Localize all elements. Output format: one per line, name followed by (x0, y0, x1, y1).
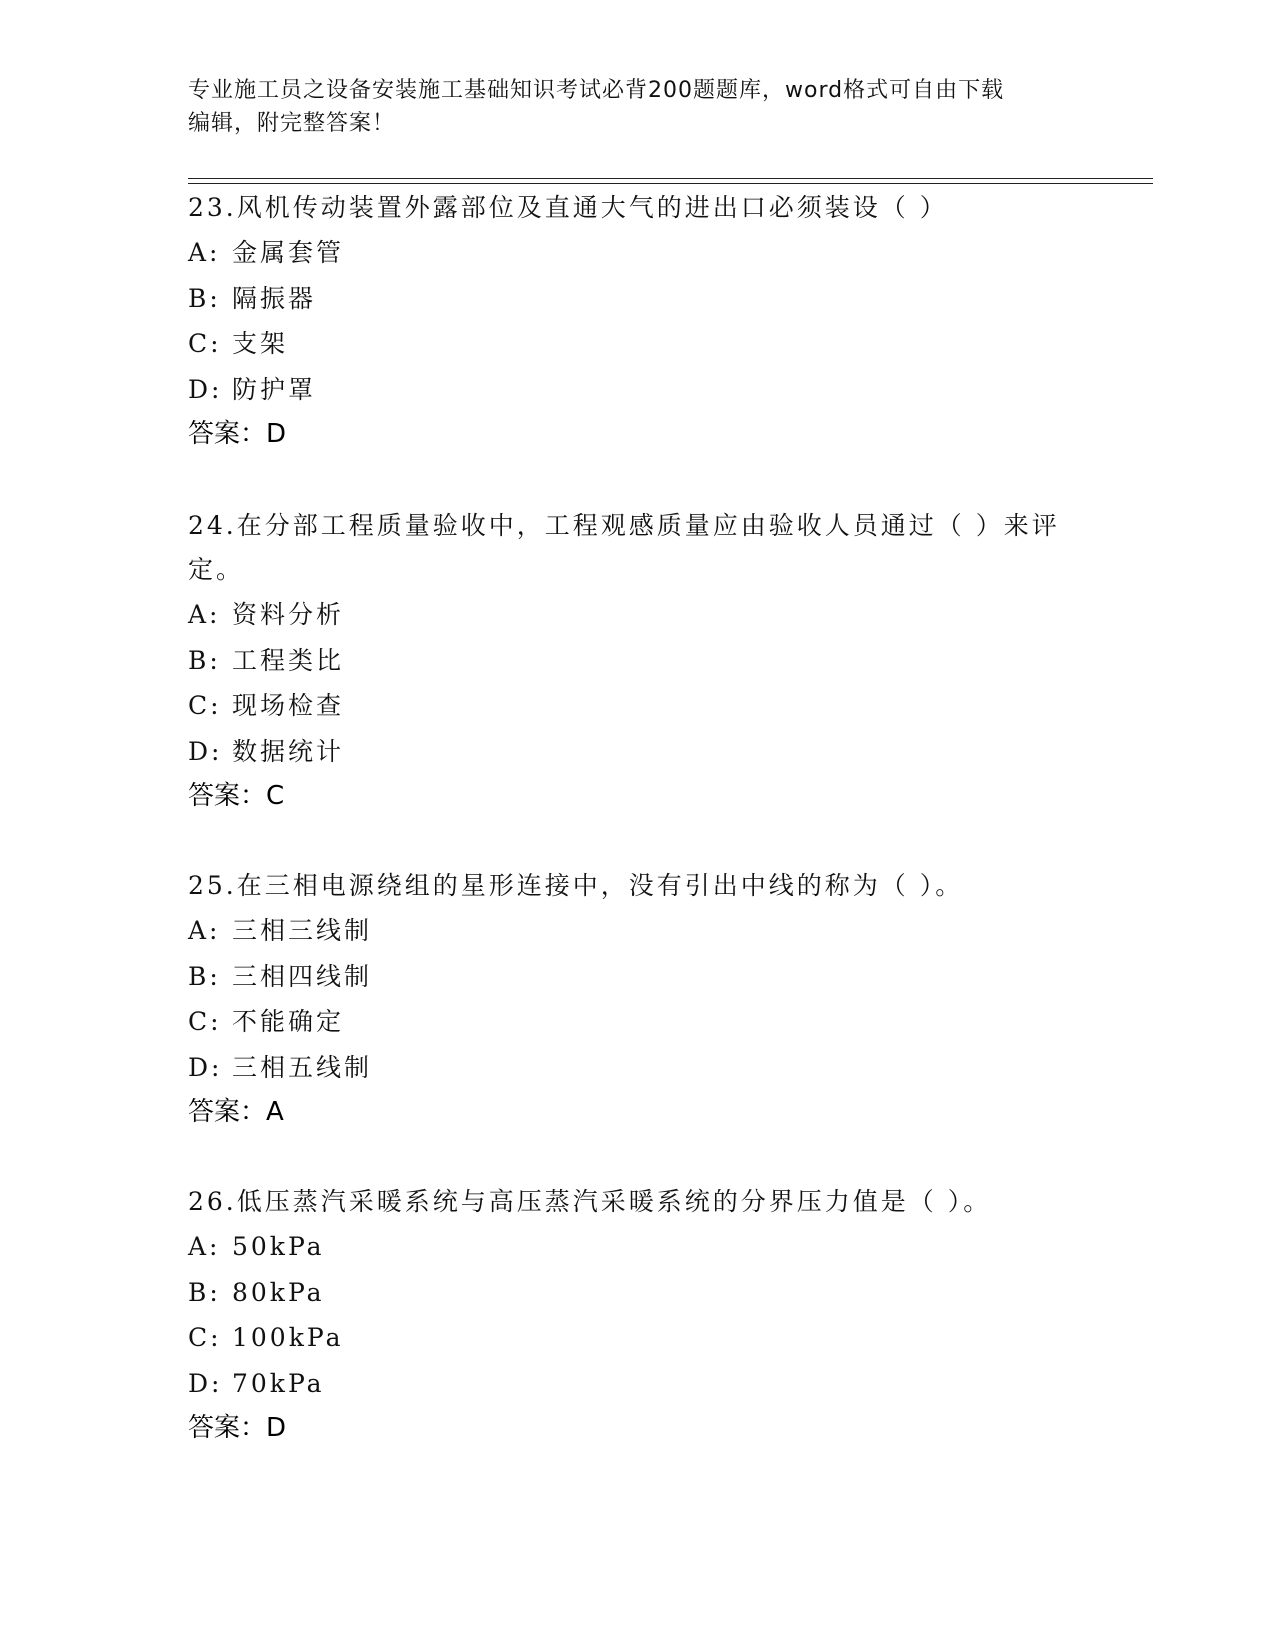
option-a (188, 908, 1088, 954)
option-text: 三相四线制 (232, 961, 373, 991)
option-d (188, 367, 1088, 413)
option-text: 不能确定 (232, 1007, 345, 1036)
header-divider-bottom (188, 183, 1153, 184)
option-text: 80kPa (232, 1277, 325, 1307)
question-25 (188, 864, 1088, 1135)
option-text: 70kPa (232, 1368, 325, 1398)
answer-line: 答案：D (188, 1413, 287, 1443)
option-letter: C: (188, 1323, 222, 1352)
header-line-1: 专业施工员之设备安装施工基础知识考试必背200题题库，word格式可自由下载 (188, 78, 1005, 103)
question-23 (188, 186, 1088, 457)
option-text: 金属套管 (232, 238, 345, 267)
option-letter: D: (188, 736, 223, 766)
option-text: 50kPa (232, 1232, 325, 1261)
header-line-2: 编辑，附完整答案！ (188, 111, 396, 136)
option-text: 支架 (232, 329, 289, 358)
question-26 (188, 1180, 1088, 1451)
option-letter: C: (188, 329, 222, 358)
answer-line: 答案：A (188, 1097, 284, 1127)
option-text: 现场检查 (232, 691, 345, 720)
option-letter: B: (188, 961, 221, 991)
question-stem: 26.低压蒸汽采暖系统与高压蒸汽采暖系统的分界压力值是（ ）。 (188, 1187, 992, 1216)
option-text: 三相三线制 (232, 916, 373, 945)
option-a (188, 1224, 1088, 1270)
option-b (188, 1270, 1088, 1316)
option-c (188, 1315, 1088, 1361)
document-header (188, 74, 1088, 140)
option-a (188, 592, 1088, 638)
option-letter: C: (188, 1007, 222, 1036)
header-divider-top (188, 178, 1153, 179)
option-c (188, 683, 1088, 729)
option-text: 三相五线制 (232, 1052, 373, 1082)
option-letter: D: (188, 1052, 223, 1082)
question-stem: 23.风机传动装置外露部位及直通大气的进出口必须装设（ ） (188, 193, 948, 222)
option-b (188, 276, 1088, 322)
option-text: 资料分析 (232, 600, 345, 629)
question-stem: 25.在三相电源绕组的星形连接中，没有引出中线的称为（ ）。 (188, 871, 964, 900)
option-text: 防护罩 (232, 374, 317, 404)
option-text: 隔振器 (232, 283, 317, 313)
answer-line: 答案：C (188, 781, 285, 811)
option-d (188, 729, 1088, 775)
option-letter: A: (188, 600, 221, 629)
option-letter: D: (188, 374, 223, 404)
option-letter: C: (188, 691, 222, 720)
option-text: 工程类比 (232, 645, 345, 675)
option-a (188, 230, 1088, 276)
option-text: 数据统计 (232, 736, 345, 766)
option-letter: A: (188, 1232, 221, 1261)
option-c (188, 999, 1088, 1045)
option-letter: D: (188, 1368, 223, 1398)
option-text: 100kPa (232, 1323, 344, 1352)
option-b (188, 638, 1088, 684)
option-d (188, 1361, 1088, 1407)
option-letter: A: (188, 916, 221, 945)
option-d (188, 1045, 1088, 1091)
option-letter: A: (188, 238, 221, 267)
question-stem: 24.在分部工程质量验收中，工程观感质量应由验收人员通过（ ）来评定。 (188, 511, 1060, 584)
option-letter: B: (188, 283, 221, 313)
question-24 (188, 504, 1088, 819)
option-b (188, 954, 1088, 1000)
option-letter: B: (188, 1277, 221, 1307)
answer-line: 答案：D (188, 419, 287, 449)
option-c (188, 321, 1088, 367)
option-letter: B: (188, 645, 221, 675)
